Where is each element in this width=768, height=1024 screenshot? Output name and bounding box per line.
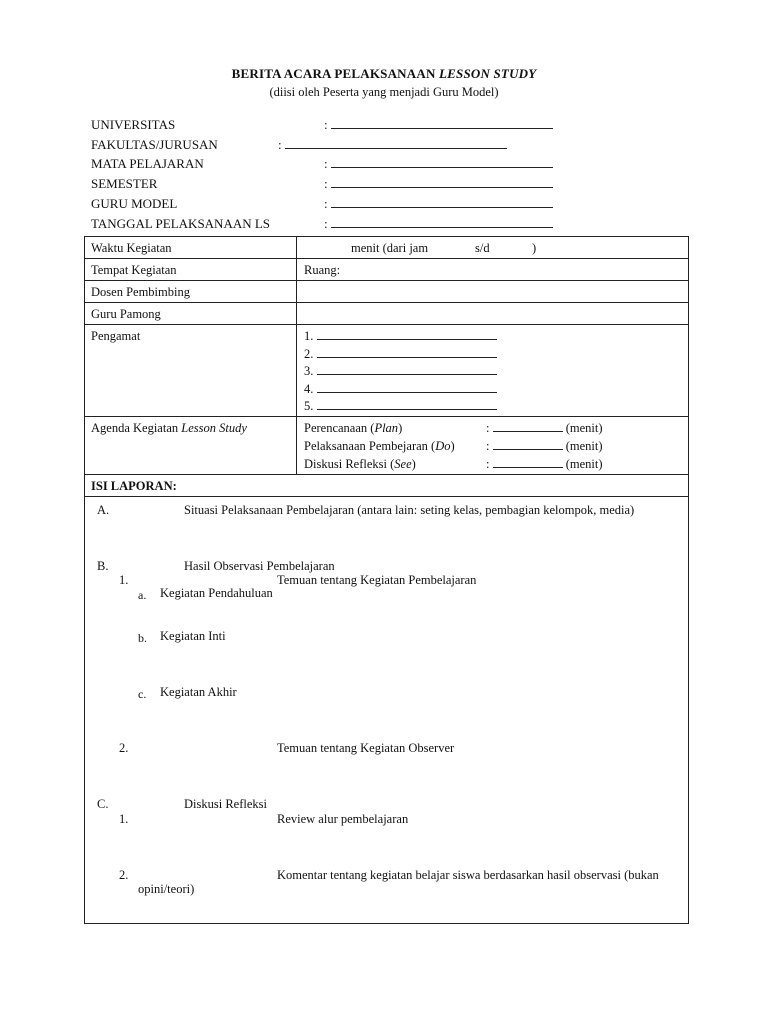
fill-line	[317, 347, 497, 358]
colon: :	[324, 176, 328, 191]
colon: :	[324, 216, 328, 231]
agenda-see-field[interactable]	[486, 457, 603, 472]
unit-text: (menit)	[565, 421, 603, 435]
field-label-guru-model: GURU MODEL	[91, 196, 178, 211]
pengamat-number: 1.	[304, 329, 314, 343]
section-bc-text: Kegiatan Akhir	[160, 685, 237, 699]
waktu-menit-text: menit (dari jam	[351, 241, 429, 255]
pengamat-line-3[interactable]	[304, 364, 497, 379]
section-c2-text-line1: Komentar tentang kegiatan belajar siswa berdasarkan hasil observasi (bukan	[277, 868, 659, 882]
pengamat-label: Pengamat	[91, 329, 141, 343]
tempat-kegiatan-label: Tempat Kegiatan	[91, 263, 177, 277]
dosen-pembimbing-field[interactable]	[297, 281, 687, 301]
field-label-mata-pelajaran: MATA PELAJARAN	[91, 156, 204, 171]
fill-line	[493, 421, 563, 432]
guru-pamong-label: Guru Pamong	[91, 307, 161, 321]
agenda-plan-field[interactable]	[486, 421, 603, 436]
pengamat-line-1[interactable]	[304, 329, 497, 344]
colon: :	[278, 137, 282, 152]
fill-line	[331, 157, 553, 168]
field-label-tanggal: TANGGAL PELAKSANAAN LS	[91, 216, 271, 231]
agenda-text: Perencanaan (	[304, 421, 375, 435]
fill-line	[331, 197, 553, 208]
field-fakultas[interactable]	[278, 137, 507, 153]
field-label-semester: SEMESTER	[91, 176, 158, 191]
document-subtitle: (diisi oleh Peserta yang menjadi Guru Model)	[269, 85, 499, 99]
section-a-text: Situasi Pelaksanaan Pembelajaran (antara lain: seting kelas, pembagian kelompok, media)	[184, 503, 635, 517]
row-divider	[84, 416, 689, 417]
section-b1-number: 1.	[119, 573, 129, 587]
fill-line	[317, 399, 497, 410]
fill-line	[317, 382, 497, 393]
agenda-text: )	[398, 421, 403, 435]
field-mata-pelajaran[interactable]	[324, 156, 553, 172]
table-border-bottom	[84, 923, 689, 924]
fill-line	[493, 457, 563, 468]
agenda-label	[91, 421, 247, 436]
pengamat-number: 4.	[304, 382, 314, 396]
section-b2-text: Temuan tentang Kegiatan Observer	[277, 741, 455, 755]
colon: :	[486, 439, 490, 453]
section-c1-number: 1.	[119, 812, 129, 826]
title-italic: LESSON STUDY	[439, 66, 537, 81]
row-divider	[84, 258, 689, 259]
field-label-universitas: UNIVERSITAS	[91, 117, 176, 132]
colon: :	[486, 457, 490, 471]
unit-text: (menit)	[565, 439, 603, 453]
agenda-italic: Do	[435, 439, 451, 453]
pengamat-number: 5.	[304, 399, 314, 413]
pengamat-number: 2.	[304, 347, 314, 361]
section-c-text: Diskusi Refleksi	[184, 797, 267, 811]
section-c2-number: 2.	[119, 868, 129, 882]
fill-line	[493, 439, 563, 450]
row-divider	[84, 324, 689, 325]
section-bb-letter: b.	[138, 631, 147, 645]
agenda-italic: See	[394, 457, 412, 471]
section-a-letter: A.	[97, 503, 110, 517]
dosen-pembimbing-label: Dosen Pembimbing	[91, 285, 190, 299]
guru-pamong-field[interactable]	[297, 303, 687, 323]
section-ba-text: Kegiatan Pendahuluan	[160, 586, 273, 600]
waktu-kegiatan-label: Waktu Kegiatan	[91, 241, 172, 255]
colon: :	[324, 156, 328, 171]
section-c1-text: Review alur pembelajaran	[277, 812, 409, 826]
agenda-do-field[interactable]	[486, 439, 603, 454]
agenda-item-see	[304, 457, 416, 472]
pengamat-line-2[interactable]	[304, 347, 497, 362]
document-title	[0, 66, 768, 82]
section-c2-text-line2: opini/teori)	[138, 882, 195, 896]
section-bb-text: Kegiatan Inti	[160, 629, 226, 643]
fill-line	[331, 217, 553, 228]
fill-line	[331, 118, 553, 129]
agenda-label-prefix: Agenda Kegiatan	[91, 421, 179, 435]
waktu-close-paren: )	[532, 241, 537, 255]
agenda-item-do	[304, 439, 455, 454]
section-b1-text: Temuan tentang Kegiatan Pembelajaran	[277, 573, 477, 587]
agenda-text: Pelaksanaan Pembejaran (	[304, 439, 436, 453]
table-border-top	[84, 236, 689, 237]
table-border-left	[84, 236, 85, 924]
field-semester[interactable]	[324, 176, 553, 192]
agenda-item-plan	[304, 421, 402, 436]
waktu-sd-text: s/d	[475, 241, 490, 255]
title-prefix: BERITA ACARA PELAKSANAAN	[231, 66, 436, 81]
fill-line	[285, 138, 507, 149]
section-b-text: Hasil Observasi Pembelajaran	[184, 559, 335, 573]
field-universitas[interactable]	[324, 117, 553, 133]
field-tanggal[interactable]	[324, 216, 553, 232]
section-ba-letter: a.	[138, 588, 147, 602]
field-label-fakultas: FAKULTAS/JURUSAN	[91, 137, 218, 152]
pengamat-number: 3.	[304, 364, 314, 378]
tempat-ruang-text: Ruang:	[304, 263, 341, 277]
isi-laporan-heading: ISI LAPORAN:	[91, 479, 177, 493]
row-divider	[84, 474, 689, 475]
agenda-text: Diskusi Refleksi (	[304, 457, 395, 471]
row-divider	[84, 496, 689, 497]
pengamat-line-5[interactable]	[304, 399, 497, 414]
section-b2-number: 2.	[119, 741, 129, 755]
fill-line	[317, 329, 497, 340]
agenda-label-italic: Lesson Study	[181, 421, 247, 435]
section-b-letter: B.	[97, 559, 109, 573]
agenda-text: )	[450, 439, 455, 453]
pengamat-line-4[interactable]	[304, 382, 497, 397]
field-guru-model[interactable]	[324, 196, 553, 212]
agenda-text: )	[411, 457, 416, 471]
table-column-divider	[296, 236, 297, 474]
table-border-right	[688, 236, 689, 924]
fill-line	[317, 364, 497, 375]
section-c-letter: C.	[97, 797, 109, 811]
colon: :	[324, 117, 328, 132]
colon: :	[486, 421, 490, 435]
colon: :	[324, 196, 328, 211]
agenda-italic: Plan	[374, 421, 399, 435]
fill-line	[331, 177, 553, 188]
section-bc-letter: c.	[138, 687, 147, 701]
unit-text: (menit)	[565, 457, 603, 471]
